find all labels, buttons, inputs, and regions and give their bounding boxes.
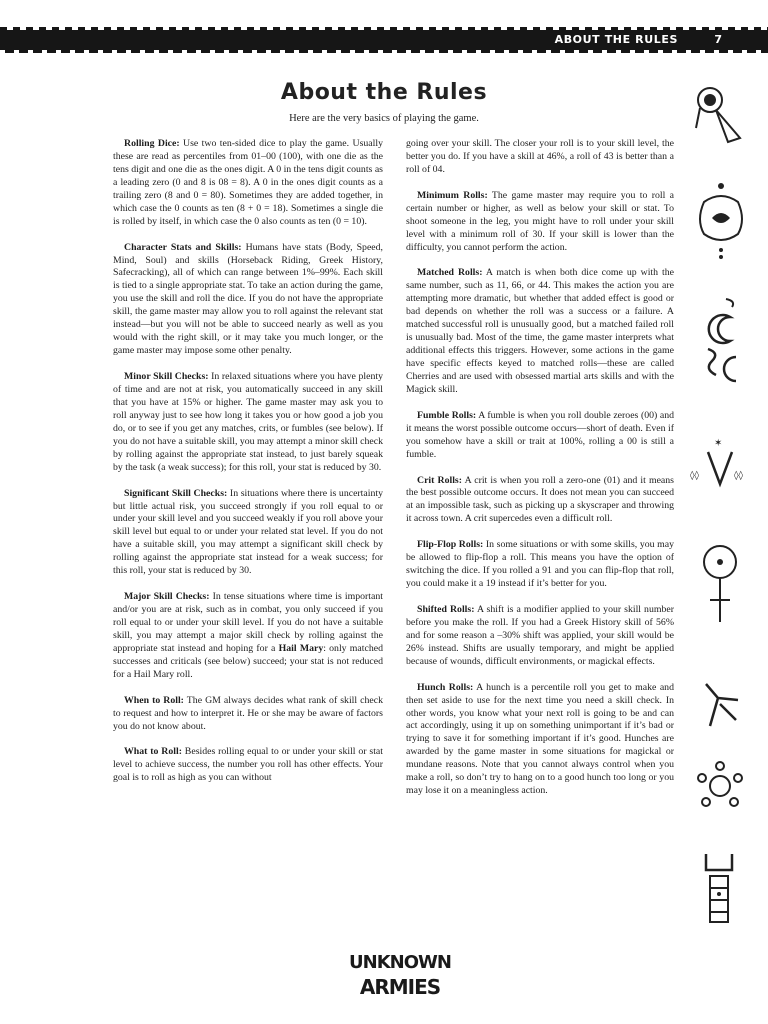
hand-drawn-totem-icon [702,850,738,930]
paragraph-lead: Minimum Rolls: [417,189,488,201]
paragraph-body: Besides rolling equal to or under your skill or stat level to achieve success, the number you roll has other effects. Your goal is to roll as high as you can without [113,746,383,784]
hand-drawn-circle-dots-icon [694,760,746,812]
paragraph-matched-rolls [406,267,674,397]
left-column [113,138,383,798]
paragraph-body: Use two ten-sided dice to play the game. Usually these are read as percentiles from 01–00 (100), with one die as the tens digit and one die as the ones digit. A 0 in the tens digit counts as a leading zero (0 and 8 is 08 = 8). A 0 in the ones digit counts as a trailing zero (8 and 0 = 80). Sometimes they are added together, in which case the 0 counts as ten (8 + 0 = 18). Sometimes a single die is rolled by itself, in which case the 0 also counts as ten (0 = 10). [113,138,383,227]
paragraph-lead: When to Roll: [124,694,184,706]
paragraph-lead: Fumble Rolls: [417,409,477,421]
paragraph-shifted-rolls [406,604,674,669]
hand-drawn-seal-icon [694,180,748,260]
logo-line-2: ARMIES [359,975,441,999]
publisher-logo [349,944,451,1002]
svg-text:✶: ✶ [714,438,723,449]
paragraph-flip-flop-rolls [406,539,674,591]
paragraph-body: A hunch is a percentile roll you get to make and then set aside to use for the next time you need a skill check. In other words, you know what your next roll is going to be and can act accordingly, using it up on something unimportant if it’s bad or trying to save it for something important if it’s good. Hunches are awarded by the game master in some situations for magickal or mundane reasons. Note that you cannot always control when you make a roll, so don’t try to hang on to a good hunch too long or you may lose it on a meaningless action. [406,681,674,797]
paragraph-body: In tense situations where time is important and/or you are at risk, such as in combat, you only succeed if you roll equal to or under your skill level. If you do not have a suitable skill, you may attempt a major skill check by rolling against the appropriate stat instead and hoping for a [113,591,383,654]
venus-symbol-icon [698,540,742,630]
paragraph-body: : only matched successes and criticals (see below) succeed; your stat is not reduced for a Hail Mary roll. [113,642,383,680]
paragraph-minimum-rolls [406,190,674,255]
paragraph-body: The GM always decides what rank of skill check to request and how to interpret it. He or she may be aware of factors you do not know about. [113,694,383,732]
paragraph-lead: Significant Skill Checks: [124,487,228,499]
svg-text:◊◊: ◊◊ [734,471,743,481]
hand-drawn-bauble-icon [690,80,750,150]
hand-drawn-figure-icon [698,680,744,730]
paragraph-body: A fumble is when you roll double zeroes (00) and it means the worst possible outcome occurs—short of death. Even if you somehow have a skill or trait at 100%, rolling a 00 is still a fumble. [406,409,674,460]
paragraph-lead: Flip-Flop Rolls: [417,539,484,551]
paragraph-fumble-rolls [406,410,674,462]
hand-drawn-chalice-icon [690,432,750,502]
right-column [406,138,674,811]
paragraph-lead: Rolling Dice: [124,138,180,149]
paragraph-body: In relaxed situations where you have plenty of time and are not at risk, you automatically succeed in any skill that you have at 15% or higher. The game master may ask you to roll anyway just to see how long it takes you or how good a job you do, or to see if you get any matches, crits, or fumbles (see below). If you do not have a suitable skill, you may attempt a minor skill check by rolling against the appropriate stat instead, to just barely squeak by the task (a weak success); for this roll, your stat is reduced by 30. [113,371,383,473]
page-subtitle: Here are the very basics of playing the game. [289,113,479,124]
unknown-armies-logo [349,944,451,1002]
paragraph-crit-rolls [406,475,674,527]
paragraph-minor-checks [113,371,383,475]
running-head: ABOUT THE RULES [554,33,678,46]
paragraph-body: In situations where there is uncertainty but little actual risk, you succeed strongly if you roll equal to or under your skill level and you succeed weakly if you roll above your skill level but equal to or under your related stat level. If you do not have a suitable skill, you may attempt a significant skill check by rolling against the appropriate stat instead for a weak success; for this roll, your stat is reduced by 30. [113,487,383,577]
paragraph-body: A shift is a modifier applied to your skill number before you make the roll. If you had a Greek History skill of 56% and for some reason a –30% shift was applied, your skill would be 26% instead. Shifts are usually temporary, and might be applied because of wounds, difficult environments, or magickal effects. [406,603,674,667]
paragraph-when-to-roll [113,695,383,734]
paragraph-lead: Crit Rolls: [417,474,463,486]
page-number: 7 [714,33,722,46]
hail-mary-term: Hail Mary [278,642,324,654]
paragraph-continued: going over your skill. The closer your roll is to your skill level, the better you do. If you have a skill at 46%, a roll of 43 is better than a roll of 04. [406,138,674,175]
paragraph-lead: Hunch Rolls: [417,681,474,693]
paragraph-rolling-dice [113,138,383,229]
paragraph-major-checks [113,591,383,682]
paragraph-body: In some situations or with some skills, you may be allowed to flip-flop a roll. This means you have the option of switching the dice. If you rolled a 91 and you can flip-flop that roll, you could make it a 19 instead if it’s better for you. [406,539,674,590]
paragraph-hunch-rolls [406,682,674,799]
header-bar [0,30,768,50]
margin-glyphs [690,80,750,940]
paragraph-significant-checks [113,488,383,579]
paragraph-lead: Major Skill Checks: [124,591,210,603]
paragraph-lead: Matched Rolls: [417,267,483,279]
paragraph-lead: What to Roll: [124,746,182,758]
paragraph-lead: Minor Skill Checks: [124,371,209,383]
logo-line-1: UNKNOWN [349,952,451,973]
paragraph-body: Humans have stats (Body, Speed, Mind, Soul) and skills (Horseback Riding, Greek History, Safecracking), all of which can range between 1%–99%. Each skill is tied to a single appropriate stat. To take an action during the game, you use the skill and roll the dice. If you do not have the appropriate skill, the game master may allow you to roll against the relevant stat instead—but you will not be able to succeed nearly as well as you would with the right skill, or it may take you much longer, or the game master may impose some other penalty. [113,241,384,357]
hand-drawn-moons-icon [696,295,746,385]
paragraph-lead: Shifted Rolls: [417,603,475,615]
paragraph-lead: Character Stats and Skills: [124,241,242,253]
paragraph-body: A match is when both dice come up with the same number, such as 11, 66, or 44. This makes the action you are attempting more dramatic, but whether that added effect is good or bad depends on whether the roll was a success or a failure. A matched successful roll is unusually good, but a matched failed roll is unusually bad. Most of the time, the game master interprets what additional effects this triggers. However, some actions in the game have specific effects keyed to matched rolls—these are called Cherries and are used with obsessed martial arts skills and with the Magick skill. [406,267,674,395]
paragraph-body: The game master may require you to roll a certain number or higher, as well as below your skill or stat. To shoot someone in the leg, you might have to roll under your skill level with a minimum roll of 30. If your skill is lower than the difficulty, you cannot perform the action. [406,189,674,253]
paragraph-stats-skills [113,242,383,359]
paragraph-what-to-roll [113,746,383,785]
paragraph-body: A crit is when you roll a zero-one (01) and it means the best possible outcome occurs. It does not mean you can succeed at an impossible task, such as picking up a skyscraper and throwing it across town. A crit supercedes even a difficult roll. [406,474,674,525]
svg-text:◊◊: ◊◊ [690,471,699,481]
page-title: About the Rules [280,80,488,105]
